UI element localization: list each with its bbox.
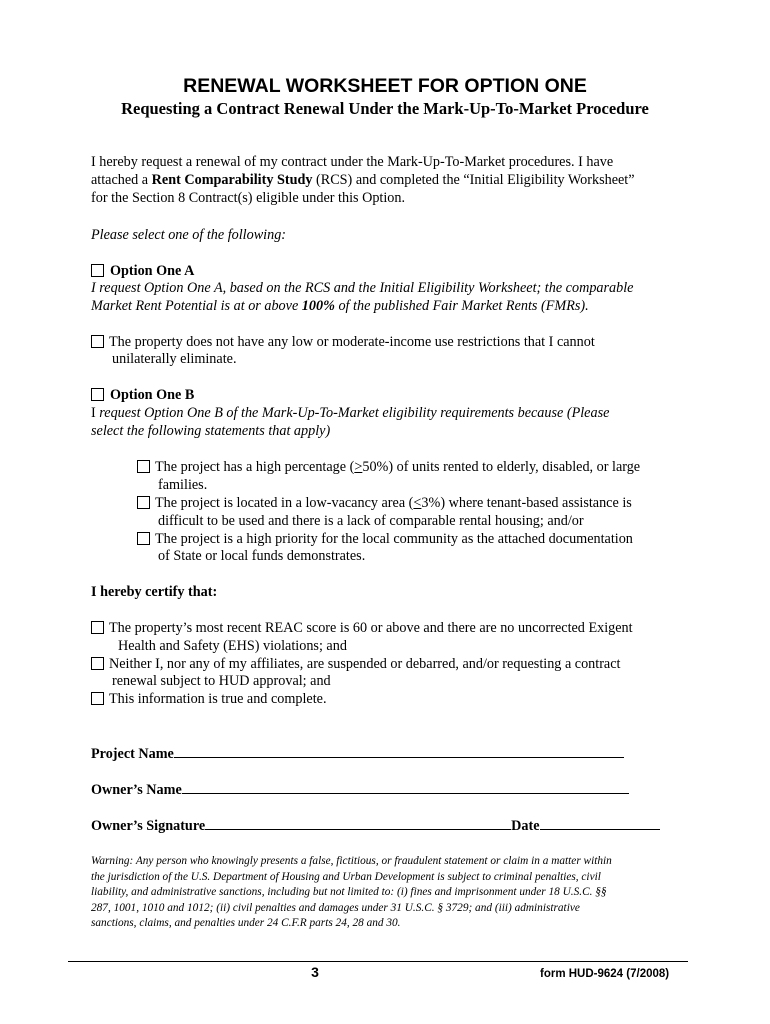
option-one-b-desc-italic: request Option One B of the Mark-Up-To-Market eligibility requirements because (Please [99,405,610,421]
option-one-b-row[interactable] [91,386,194,404]
option-one-a-desc-pre: Market Rent Potential is at or above [91,298,302,314]
certify-heading: I hereby certify that: [91,584,218,600]
certify-1-checkbox[interactable] [91,621,104,634]
certify-2-line-2: renewal subject to HUD approval; and [112,673,331,689]
intro-line-2 [91,171,635,189]
owner-name-field-row [91,779,629,799]
option-b-stmt-1-line-2: families. [158,477,208,493]
restriction-checkbox[interactable] [91,335,104,348]
stmt-2-post: 3%) where tenant-based assistance is [421,495,632,511]
certify-3-row[interactable] [91,690,327,708]
certify-1-line-2: Health and Safety (EHS) violations; and [118,638,347,654]
page-title: RENEWAL WORKSHEET FOR OPTION ONE [183,75,587,97]
page-number: 3 [311,964,319,980]
intro-line-1: I hereby request a renewal of my contract under the Mark-Up-To-Market procedures. I have [91,154,614,170]
warning-line-4: 287, 1001, 1010 and 1012; (ii) civil penalties and damages under 31 U.S.C. § 3729; and (iii) administrative [91,901,580,914]
owner-name-input[interactable] [182,779,629,794]
stmt-1-post: 50%) of units rented to elderly, disabled, or large [362,459,641,475]
option-b-stmt-2-line-2: difficult to be used and there is a lack of comparable rental housing; and/or [158,513,584,529]
option-one-a-checkbox[interactable] [91,264,104,277]
warning-line-3: liability, and administrative sanctions, including but not limited to: (i) fines and imprisonment under 18 U.S.C. §§ [91,886,607,899]
intro-line-2-post: (RCS) and completed the “Initial Eligibility Worksheet” [312,172,635,188]
option-b-stmt-3-line-2: of State or local funds demonstrates. [158,548,366,564]
option-b-stmt-2-checkbox[interactable] [137,496,150,509]
owner-name-label: Owner’s Name [91,782,182,798]
restriction-line-2: unilaterally eliminate. [112,351,237,367]
page-subtitle: Requesting a Contract Renewal Under the Mark-Up-To-Market Procedure [121,99,649,118]
option-one-b-desc-line-1 [91,404,609,422]
option-b-stmt-2-row[interactable] [137,494,632,512]
certify-2-checkbox[interactable] [91,657,104,670]
warning-line-1: Warning: Any person who knowingly presents a false, fictitious, or fraudulent statement or claim in a matter within [91,855,612,867]
option-b-stmt-1-row[interactable] [137,458,640,476]
option-one-a-percent: 100% [301,298,335,314]
option-one-b-label: Option One B [110,387,195,403]
certify-2-line-1: Neither I, nor any of my affiliates, are suspended or debarred, and/or requesting a contract [109,656,621,672]
date-label: Date [511,818,540,834]
option-one-b-desc-pre: I [91,405,100,421]
certify-1-row[interactable] [91,619,633,637]
stmt-1-symbol: > [354,459,363,475]
warning-line-5: sanctions, claims, and penalties under 24 C.F.R parts 24, 28 and 30. [91,917,401,930]
warning-line-2: the jurisdiction of the U.S. Department of Housing and Urban Development is subject to criminal penalties, civil [91,870,601,883]
option-one-a-desc-line-1: I request Option One A, based on the RCS and the Initial Eligibility Worksheet; the comparable [91,280,634,296]
form-id: form HUD-9624 (7/2008) [540,968,670,980]
option-b-stmt-3-checkbox[interactable] [137,532,150,545]
certify-3-line-1: This information is true and complete. [109,691,327,707]
certify-3-checkbox[interactable] [91,692,104,705]
option-one-a-desc-post: of the published Fair Market Rents (FMRs). [334,298,589,314]
option-b-stmt-1-checkbox[interactable] [137,460,150,473]
certify-1-line-1: The property’s most recent REAC score is 60 or above and there are no uncorrected Exigent [109,620,633,636]
option-b-stmt-3-row[interactable] [137,530,633,548]
footer-divider [68,961,688,962]
warning-notice [91,854,691,932]
stmt-3-line-1: The project is a high priority for the local community as the attached documentation [155,531,633,547]
owner-signature-label: Owner’s Signature [91,818,206,834]
option-one-a-row[interactable] [91,262,194,280]
intro-line-3: for the Section 8 Contract(s) eligible under this Option. [91,190,406,206]
stmt-2-pre: The project is located in a low-vacancy area ( [155,495,414,511]
project-name-field-row [91,743,624,763]
option-one-a-desc-line-2 [91,297,589,315]
restriction-row[interactable] [91,333,595,351]
restriction-line-1: The property does not have any low or moderate-income use restrictions that I cannot [109,334,595,350]
option-one-a-label: Option One A [110,263,195,279]
stmt-2-symbol: < [413,495,422,511]
date-input[interactable] [540,815,660,830]
stmt-1-pre: The project has a high percentage ( [155,459,355,475]
signature-field-row [91,815,660,835]
project-name-input[interactable] [174,743,624,758]
option-one-b-desc-line-2: select the following statements that apply) [91,423,331,439]
intro-line-2-pre: attached a [91,172,152,188]
certify-2-row[interactable] [91,655,620,673]
option-one-b-checkbox[interactable] [91,388,104,401]
project-name-label: Project Name [91,746,174,762]
owner-signature-input[interactable] [205,815,511,830]
select-prompt: Please select one of the following: [91,227,287,243]
rent-comparability-study-text: Rent Comparability Study [151,172,313,188]
